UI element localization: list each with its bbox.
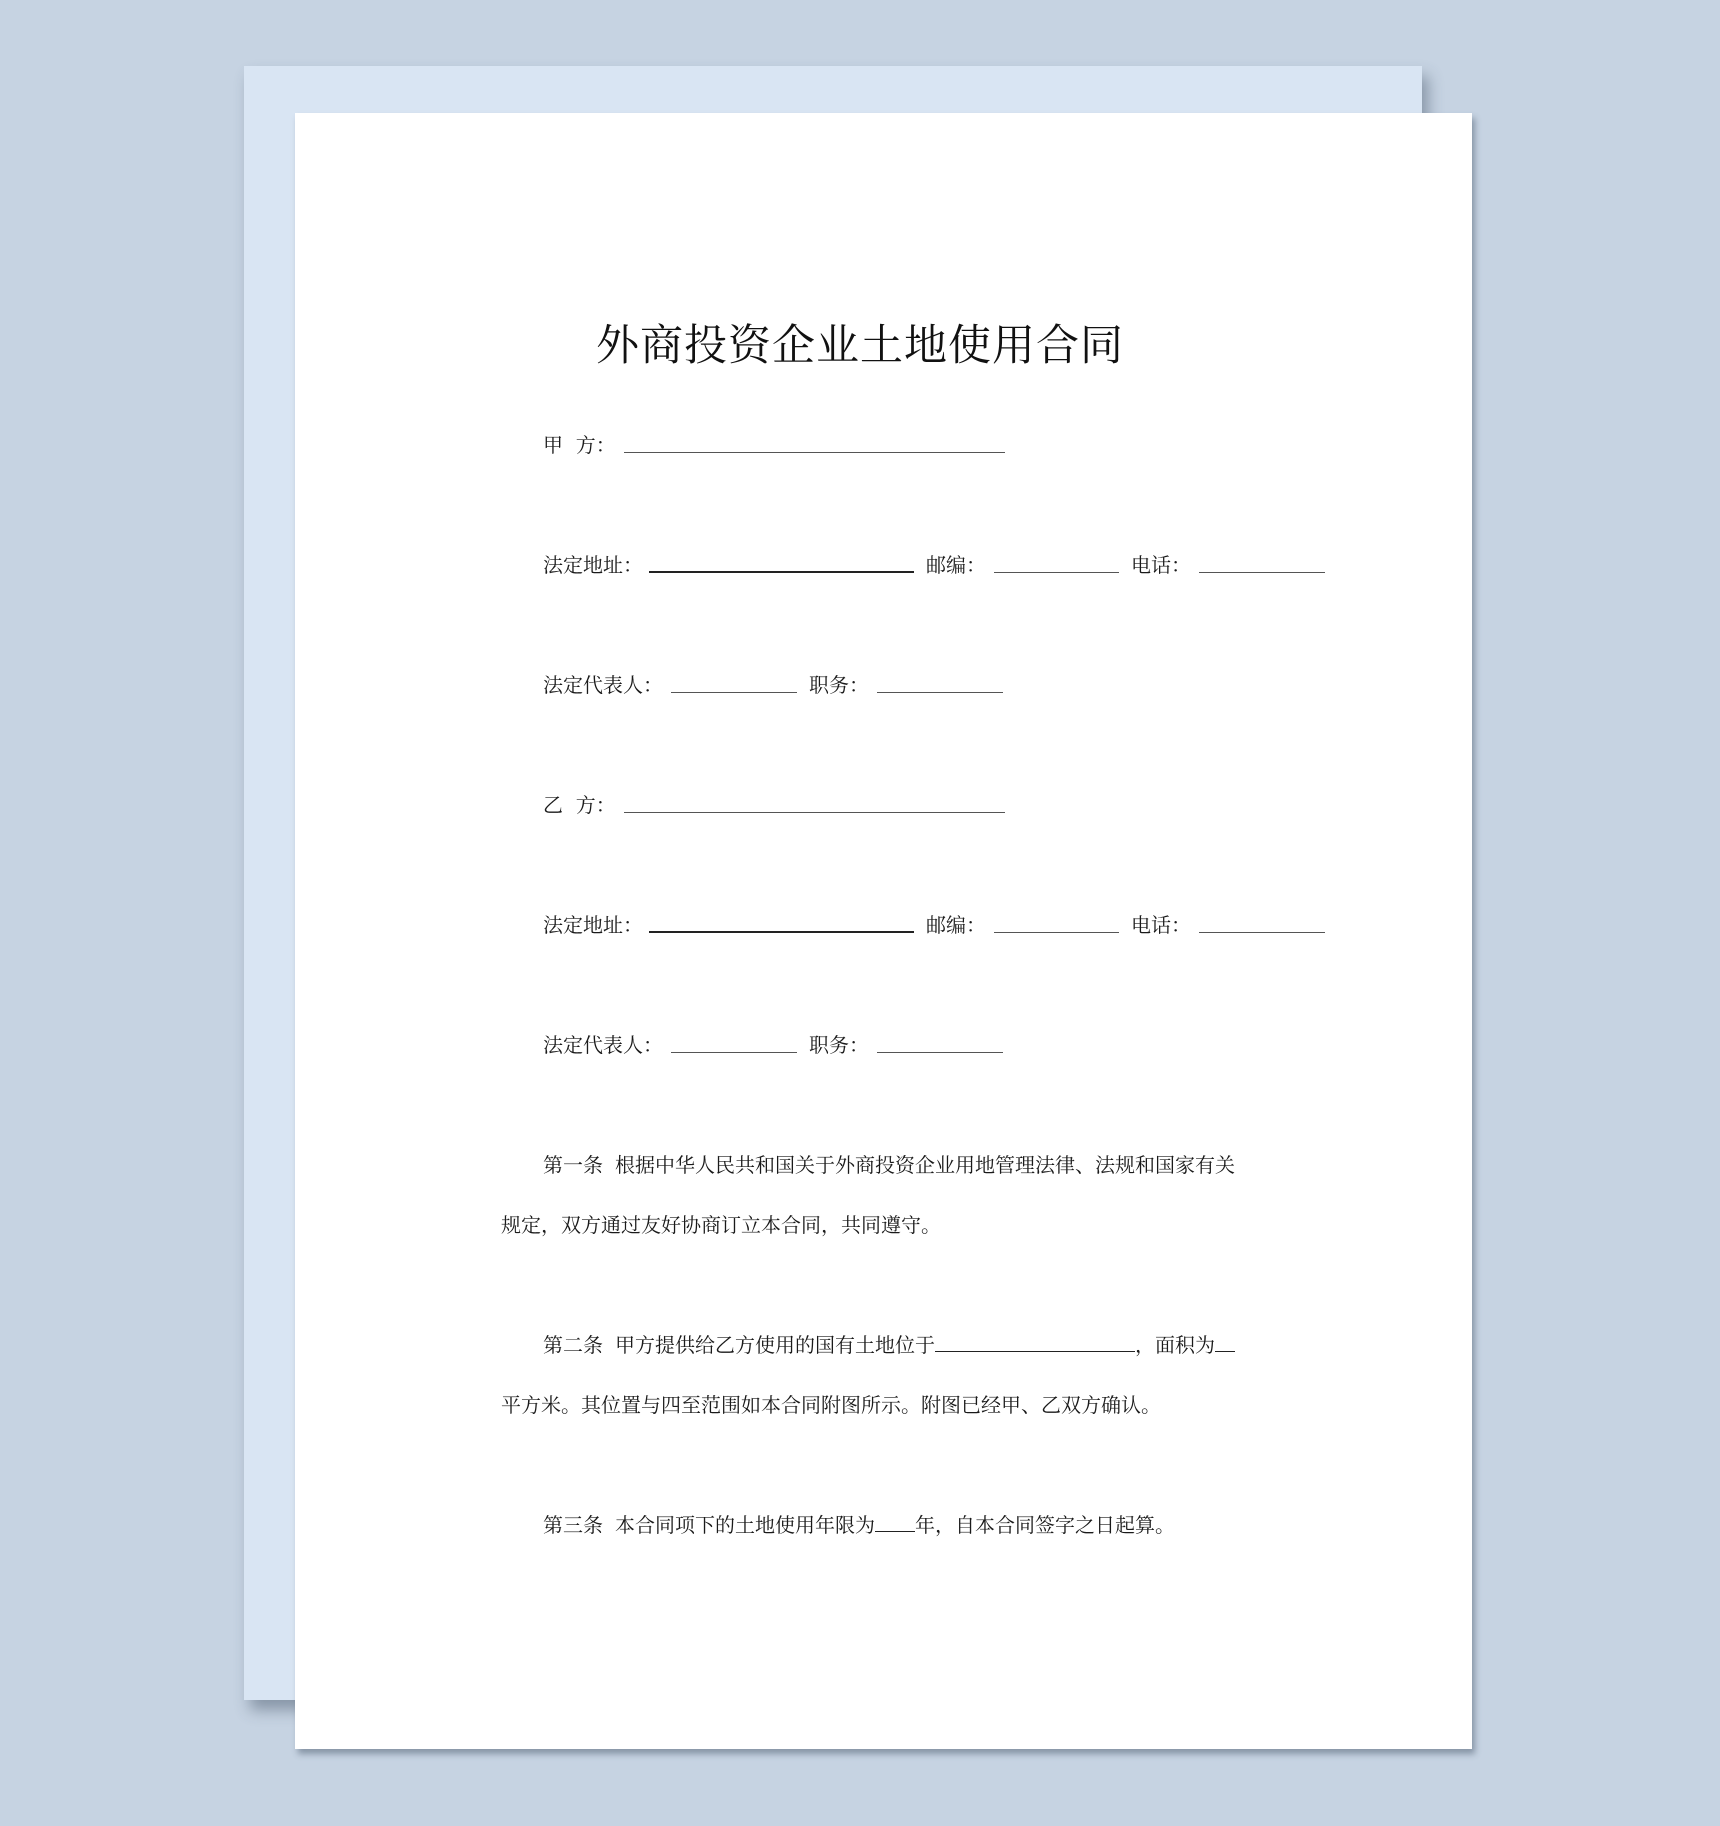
article-2-text-1a: 甲方提供给乙方使用的国有土地位于 [615, 1333, 935, 1357]
document-title: 外商投资企业土地使用合同 [596, 321, 1124, 371]
article-2-line-2 [501, 1389, 1161, 1418]
party-a-postcode-label: 邮编： [926, 553, 986, 577]
party-a-postcode-field[interactable] [994, 572, 1119, 573]
party-a-address-label: 法定地址： [543, 553, 643, 577]
party-a-phone-field[interactable] [1199, 572, 1325, 573]
party-a-phone-label: 电话： [1131, 553, 1191, 577]
party-b-position-label: 职务： [809, 1033, 869, 1057]
party-a-position-label: 职务： [809, 673, 869, 697]
article-3-years-field[interactable] [875, 1513, 915, 1532]
article-1-text-2: 规定，双方通过友好协商订立本合同，共同遵守。 [501, 1213, 941, 1237]
article-1-text-1: 根据中华人民共和国关于外商投资企业用地管理法律、法规和国家有关 [615, 1153, 1235, 1177]
party-b-rep-field[interactable] [671, 1052, 797, 1053]
article-1-line-2 [501, 1209, 941, 1238]
party-b-rep-label: 法定代表人： [543, 1033, 663, 1057]
party-b-phone-label: 电话： [1131, 913, 1191, 937]
party-b-address-field[interactable] [649, 931, 914, 933]
article-1-heading: 第一条 [543, 1153, 603, 1177]
party-b-address-label: 法定地址： [543, 913, 643, 937]
article-1-line-1 [543, 1149, 1235, 1178]
party-a-row [543, 428, 1005, 458]
article-2-text-2: 平方米。其位置与四至范围如本合同附图所示。附图已经甲、乙双方确认。 [501, 1393, 1161, 1417]
article-2-area-field[interactable] [1215, 1333, 1235, 1352]
party-a-field[interactable] [624, 452, 1005, 453]
party-b-field[interactable] [624, 812, 1005, 813]
party-a-rep-row [543, 668, 1003, 698]
party-a-rep-field[interactable] [671, 692, 797, 693]
party-b-postcode-label: 邮编： [926, 913, 986, 937]
party-b-phone-field[interactable] [1199, 932, 1325, 933]
party-a-label: 甲 方： [543, 433, 616, 457]
party-b-position-field[interactable] [877, 1052, 1003, 1053]
article-2-text-1b: ，面积为 [1135, 1333, 1215, 1357]
article-2-location-field[interactable] [935, 1333, 1135, 1352]
article-2-line-1 [543, 1329, 1235, 1358]
party-a-address-row [543, 548, 1325, 578]
party-b-label: 乙 方： [543, 793, 616, 817]
party-b-rep-row [543, 1028, 1003, 1058]
party-b-address-row [543, 908, 1325, 938]
party-b-row [543, 788, 1005, 818]
article-3-heading: 第三条 [543, 1513, 603, 1537]
party-a-address-field[interactable] [649, 571, 914, 573]
article-2-heading: 第二条 [543, 1333, 603, 1357]
party-a-position-field[interactable] [877, 692, 1003, 693]
party-b-postcode-field[interactable] [994, 932, 1119, 933]
party-a-rep-label: 法定代表人： [543, 673, 663, 697]
article-3-text-1b: 年，自本合同签字之日起算。 [915, 1513, 1175, 1537]
article-3-text-1a: 本合同项下的土地使用年限为 [615, 1513, 875, 1537]
article-3-line-1 [543, 1509, 1175, 1538]
